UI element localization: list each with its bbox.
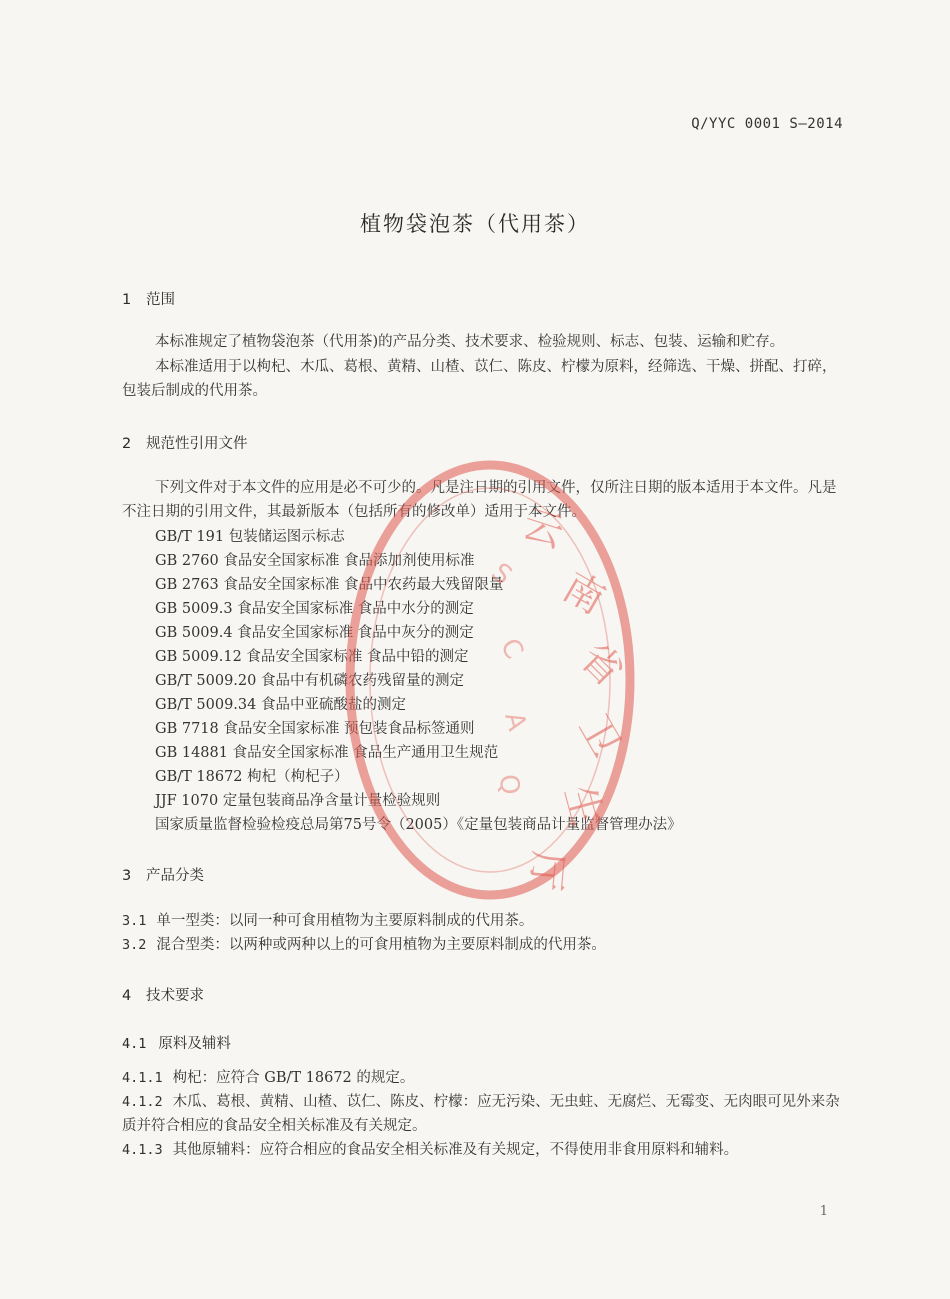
paragraph: 下列文件对于本文件的应用是必不可少的。凡是注日期的引用文件，仅所注日期的版本适用于本文件。凡是不注日期的引用文件，其最新版本（包括所有的修改单）适用于本文件。 xyxy=(122,480,837,520)
svg-text:A: A xyxy=(498,709,532,735)
reference-list xyxy=(155,525,845,837)
svg-text:Q: Q xyxy=(493,772,525,797)
clause-number: 4.1.2 xyxy=(122,1094,163,1110)
clause-text: 混合型类：以两种或两种以上的可食用植物为主要原料制成的代用茶。 xyxy=(156,937,606,953)
clause-number: 3.2 xyxy=(122,937,147,953)
reference-item: GB 2763 食品安全国家标准 食品中农药最大残留限量 xyxy=(155,577,504,593)
reference-item: GB 7718 食品安全国家标准 预包装食品标签通则 xyxy=(155,721,475,737)
reference-item: GB/T 191 包装储运图示标志 xyxy=(155,529,345,545)
clause-number: 4.1.3 xyxy=(122,1142,163,1158)
svg-text:厅: 厅 xyxy=(521,849,571,893)
section-title: 规范性引用文件 xyxy=(146,436,248,452)
reference-item: JJF 1070 定量包装商品净含量计量检验规则 xyxy=(155,793,441,809)
reference-item: GB 5009.12 食品安全国家标准 食品中铅的测定 xyxy=(155,649,469,665)
svg-text:卫: 卫 xyxy=(569,707,630,765)
clause-text: 枸杞：应符合 GB/T 18672 的规定。 xyxy=(172,1070,415,1086)
svg-text:云: 云 xyxy=(516,500,570,557)
section-number: 4 xyxy=(122,988,132,1004)
section-heading-technical-requirements xyxy=(122,984,204,1005)
section-title: 范围 xyxy=(146,292,175,308)
section-number: 1 xyxy=(122,292,132,308)
clause xyxy=(122,1066,844,1090)
clause-text: 其他原辅料：应符合相应的食品安全相关标准及有关规定，不得使用非食用原料和辅料。 xyxy=(172,1142,739,1158)
section-heading-product-classification xyxy=(122,864,204,885)
reference-item: GB/T 5009.20 食品中有机磷农药残留量的测定 xyxy=(155,673,464,689)
reference-item: GB/T 5009.34 食品中亚硫酸盐的测定 xyxy=(155,697,406,713)
reference-item: GB/T 18672 枸杞（枸杞子） xyxy=(155,769,349,785)
clause-text: 单一型类：以同一种可食用植物为主要原料制成的代用茶。 xyxy=(156,913,534,929)
clause xyxy=(122,1090,844,1138)
svg-text:C: C xyxy=(493,633,529,665)
reference-item: GB 14881 食品安全国家标准 食品生产通用卫生规范 xyxy=(155,745,499,761)
document-id: Q/YYC 0001 S—2014 xyxy=(691,116,843,132)
svg-text:省: 省 xyxy=(570,634,632,696)
svg-text:南: 南 xyxy=(555,563,613,624)
page-number: 1 xyxy=(819,1204,828,1219)
section-heading-normative-references xyxy=(122,432,248,453)
clause xyxy=(122,1138,844,1162)
svg-text:生: 生 xyxy=(555,780,611,832)
reference-item: GB 2760 食品安全国家标准 食品添加剂使用标准 xyxy=(155,553,475,569)
section-number: 2 xyxy=(122,436,132,452)
reference-item: GB 5009.4 食品安全国家标准 食品中灰分的测定 xyxy=(155,625,474,641)
reference-item: GB 5009.3 食品安全国家标准 食品中水分的测定 xyxy=(155,601,474,617)
clause-number: 3.1 xyxy=(122,913,147,929)
subsection-heading-raw-materials xyxy=(122,1032,231,1053)
clause xyxy=(122,933,844,957)
subsection-title: 原料及辅料 xyxy=(158,1036,231,1052)
clause xyxy=(122,909,844,933)
reference-item: 国家质量监督检验检疫总局第75号令（2005）《定量包装商品计量监督管理办法》 xyxy=(155,817,682,833)
paragraph: 本标准规定了植物袋泡茶（代用茶)的产品分类、技术要求、检验规则、标志、包装、运输和贮存。 xyxy=(155,334,785,350)
section-title: 产品分类 xyxy=(146,868,204,884)
clause-text: 木瓜、葛根、黄精、山楂、苡仁、陈皮、柠檬：应无污染、无虫蛀、无腐烂、无霉变、无肉眼可见外来杂质并符合相应的食品安全相关标准及有关规定。 xyxy=(122,1094,840,1134)
section-title: 技术要求 xyxy=(146,988,204,1004)
section-number: 3 xyxy=(122,868,132,884)
section-heading-scope xyxy=(122,288,175,309)
subsection-number: 4.1 xyxy=(122,1036,147,1052)
svg-text:S: S xyxy=(485,557,518,591)
clause-number: 4.1.1 xyxy=(122,1070,163,1086)
page-title: 植物袋泡茶（代用茶） xyxy=(360,212,590,236)
paragraph: 本标准适用于以枸杞、木瓜、葛根、黄精、山楂、苡仁、陈皮、柠檬为原料，经筛选、干燥、拼配、打碎，包装后制成的代用茶。 xyxy=(122,359,837,399)
